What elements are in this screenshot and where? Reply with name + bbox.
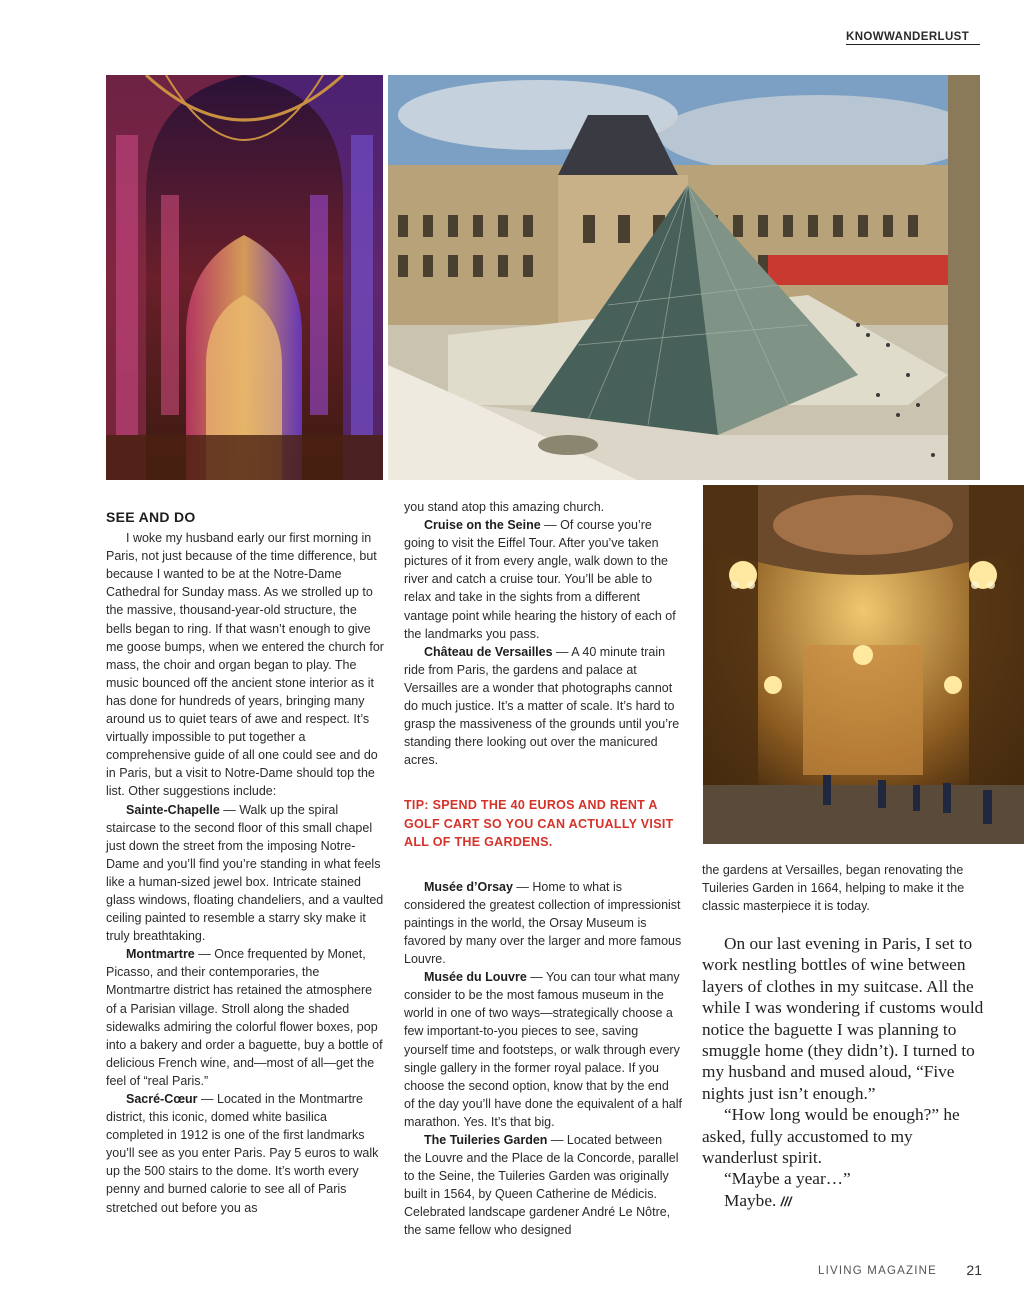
magazine-name: LIVING MAGAZINE bbox=[818, 1265, 937, 1277]
sainte-chapelle-paragraph bbox=[106, 801, 384, 946]
closing-paragraph-2: “How long would be enough?” he asked, fully accustomed to my wanderlust spirit. bbox=[702, 1105, 960, 1168]
versailles-title: Château de Versailles bbox=[424, 644, 553, 659]
tuileries-title: The Tuileries Garden bbox=[424, 1133, 548, 1147]
closing-maybe: Maybe. bbox=[724, 1190, 777, 1210]
end-mark: /// bbox=[780, 1193, 792, 1209]
orsay-paragraph bbox=[404, 878, 682, 968]
sacre-coeur-paragraph bbox=[106, 1090, 384, 1217]
section-tag-wanderlust: WANDERLUST bbox=[884, 31, 970, 43]
column-2-continuation: you stand atop this amazing church. bbox=[404, 500, 605, 514]
seine-cruise-paragraph bbox=[404, 516, 682, 643]
sainte-chapelle-text: — Walk up the spiral staircase to the second floor of this small chapel just down the street from the imposing Notre-Dame and you’ll find you’re standing in what feels like a human-sized jewel box. Intricate stained glass windows, floating chandeliers, and a vaulted ceiling painted to resemble a starry sky make it truly breathtaking. bbox=[106, 802, 384, 944]
tuileries-paragraph bbox=[404, 1131, 682, 1240]
louvre-paragraph bbox=[404, 968, 682, 1131]
louvre-pyramid-photo bbox=[388, 75, 980, 480]
sacre-coeur-title: Sacré-Cœur bbox=[126, 1092, 198, 1106]
versailles-text: — A 40 minute train ride from Paris, the gardens and palace at Versailles are a wonder that photographs cannot do much justice. It’s a matter of scale. It’s hard to grasp the massiveness of the grounds until you’re standing there looking out over the manicured acres. bbox=[404, 644, 680, 768]
page-footer bbox=[818, 1262, 982, 1281]
opera-foyer-photo bbox=[703, 485, 1024, 844]
seine-cruise-text: — Of course you’re going to visit the Eiffel Tour. After you’ve taken pictures of it from every angle, walk down to the river and catch a cruise tour. You’ll be able to relax and take in the sights from a different vantage point while hearing the history of each of the landmarks you pass. bbox=[404, 518, 676, 641]
closing-narrative bbox=[702, 933, 984, 1212]
sacre-coeur-text: — Located in the Montmartre district, this iconic, domed white basilica completed in 1912 is one of the first landmarks you’ll see as you enter Paris. Pay 5 euros to walk up the 500 stairs to the dome. It’s worth every penny and burned calorie to see all of Paris stretched out before you as bbox=[106, 1092, 379, 1215]
tuileries-text: — Located between the Louvre and the Place de la Concorde, parallel to the Seine, the Tuileries Garden was originally built in 1564, by Queen Catherine de Médicis. Celebrated landscape gardener André Le Nôtre, the same fellow who designed bbox=[404, 1133, 679, 1238]
tip-callout: TIP: SPEND THE 40 EUROS AND RENT A GOLF CART SO YOU CAN ACTUALLY VISIT ALL OF THE GARDENS. bbox=[404, 798, 674, 849]
montmartre-text: — Once frequented by Monet, Picasso, and their contemporaries, the Montmartre district has retained the atmosphere of a Parisian village. Stroll along the shaded sidewalks admiring the colorful flower boxes, pop into a bakery and order a baguette, buy a bottle of delicious French wine, and—most of all—get the feel of “real Paris.” bbox=[106, 947, 383, 1088]
section-tag-know: KNOW bbox=[846, 31, 885, 43]
sainte-chapelle-title: Sainte-Chapelle bbox=[126, 802, 220, 817]
seine-cruise-title: Cruise on the Seine bbox=[424, 518, 541, 533]
louvre-title: Musée du Louvre bbox=[424, 970, 527, 985]
montmartre-paragraph bbox=[106, 945, 384, 1090]
closing-paragraph-3: “Maybe a year…” bbox=[724, 1169, 851, 1189]
intro-paragraph: I woke my husband early our first morning in Paris, not just because of the time difference, but because I wanted to be at the Notre-Dame Cathedral for Sunday mass. As we strolled up to the massive, thousand-year-old structure, the bells began to ring. If that wasn’t enough to give me goose bumps, when we entered the church for mass, the choir and organ began to play. The music bounced off the ancient stone interior as it has done for hundreds of years, bringing many around us to quiet tears of awe and respect. It’s virtually impossible to put together a comprehensive guide of all one could see and do in Paris, but a visit to Notre-Dame should top the list. Other suggestions include: bbox=[106, 531, 384, 799]
article-column-1 bbox=[106, 508, 384, 1217]
page-number: 21 bbox=[966, 1262, 982, 1278]
montmartre-title: Montmartre bbox=[126, 947, 195, 962]
orsay-text: — Home to what is considered the greatest collection of impressionist paintings in the world, the Orsay Museum is favored by many over the larger and more famous Louvre. bbox=[404, 879, 682, 967]
article-column-2 bbox=[404, 498, 682, 1240]
column-3-continuation: the gardens at Versailles, began renovating the Tuileries Garden in 1664, helping to make it the classic masterpiece it is today. bbox=[702, 863, 965, 914]
sainte-chapelle-photo bbox=[106, 75, 383, 480]
orsay-title: Musée d’Orsay bbox=[424, 879, 513, 894]
article-column-3 bbox=[702, 861, 980, 915]
closing-paragraph-4 bbox=[702, 1190, 984, 1212]
closing-paragraph-1: On our last evening in Paris, I set to work nestling bottles of wine between layers of clothes in my suitcase. All the while I was wondering if customs would notice the baguette I was planning to smuggle home (they didn’t). I turned to my husband and mused aloud, “Five nights just isn’t enough.” bbox=[702, 934, 984, 1103]
see-and-do-heading: SEE AND DO bbox=[106, 509, 196, 525]
versailles-paragraph bbox=[404, 643, 682, 770]
louvre-text: — You can tour what many consider to be the most famous museum in the world in one of two ways—strategically choose a few important-to-you pieces to see, saving yourself time and footsteps, or walk through every single gallery in the former royal palace. If you choose the second option, know that by the end of the day you’ll have done the equivalent of a half marathon. Yes. It’s that big. bbox=[404, 970, 682, 1129]
section-tag bbox=[846, 31, 980, 45]
